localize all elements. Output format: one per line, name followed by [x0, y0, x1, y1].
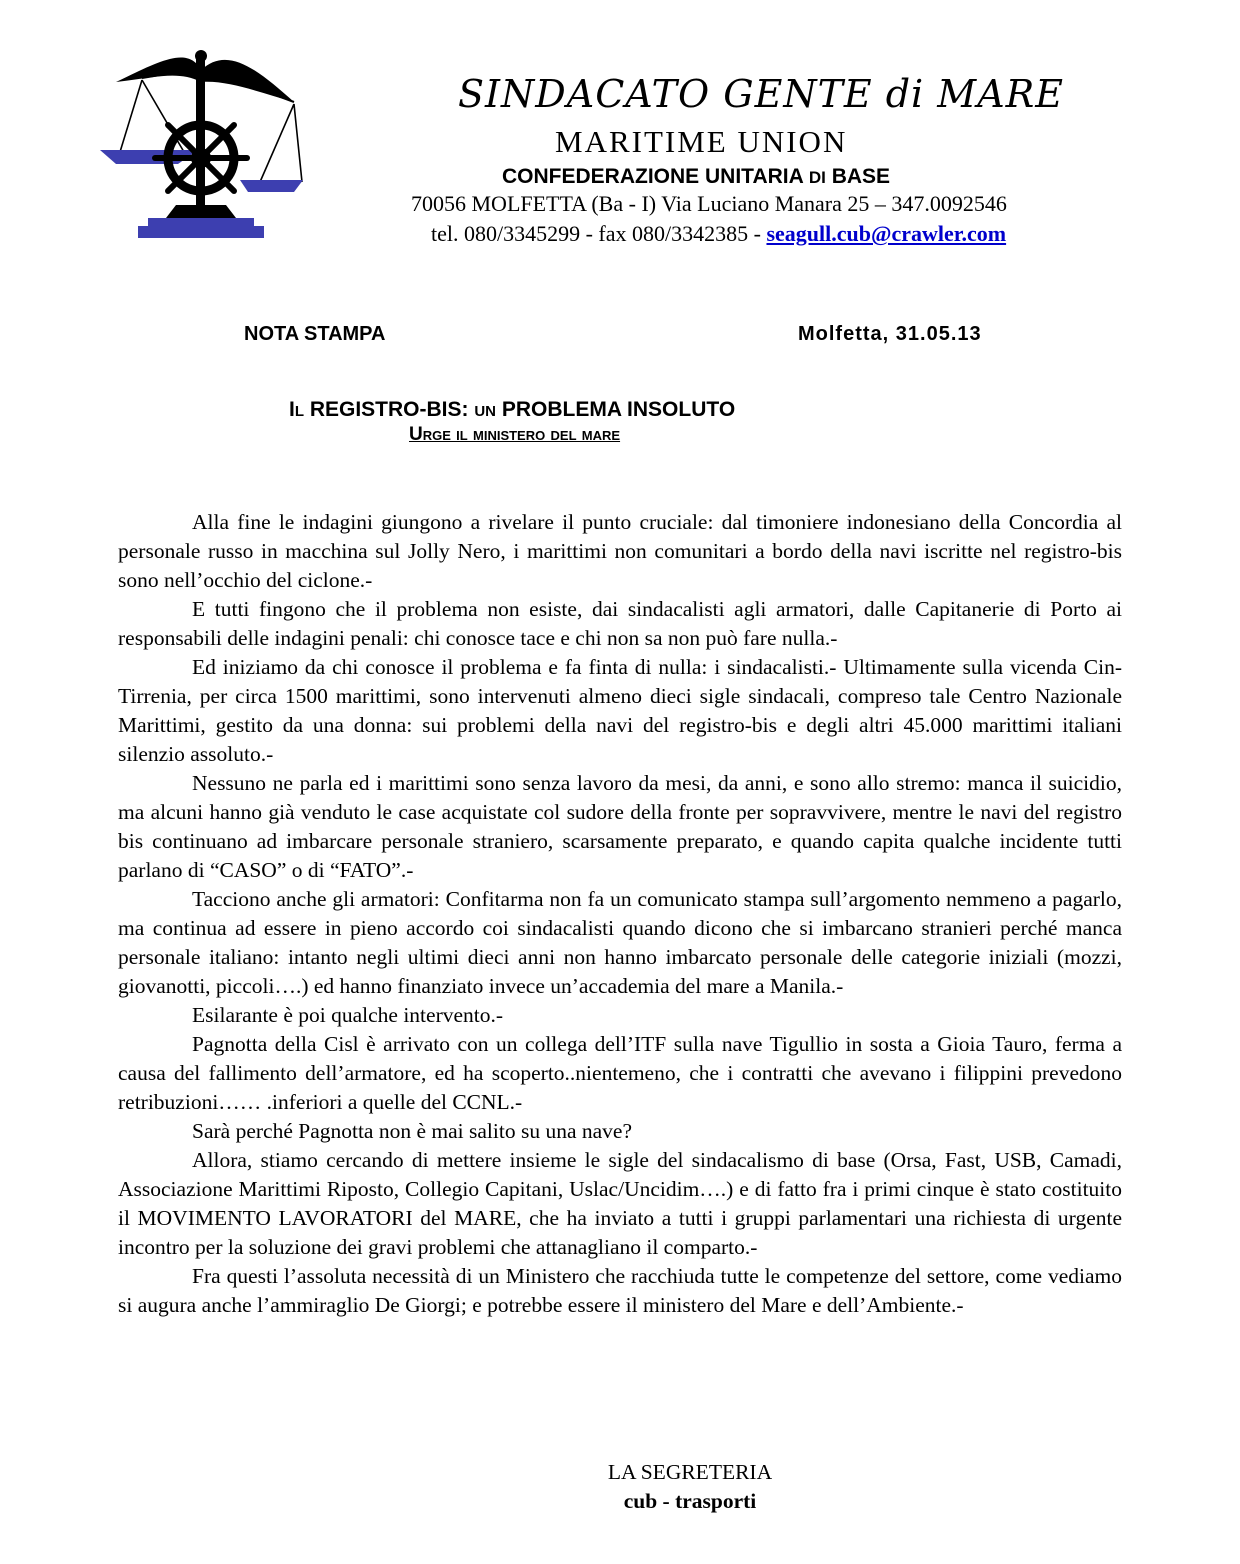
signature-block	[560, 1458, 820, 1516]
signature-title: LA SEGRETERIA	[607, 1460, 773, 1484]
paragraph: E tutti fingono che il problema non esiste, dai sindacalisti agli armatori, dalle Capitanerie di Porto ai responsabili delle indagini penali: chi conosce tace e chi non sa non può fare nulla.-	[118, 597, 1122, 650]
contact-phones: tel. 080/3345299 - fax 080/3342385 -	[431, 221, 767, 246]
org-contacts	[431, 221, 1006, 247]
paragraph: Fra questi l’assoluta necessità di un Ministero che racchiuda tutte le competenze del settore, come vediamo si augura anche l’ammiraglio De Giorgi; e potrebbe essere il ministero del Mare e dell’Ambiente.-	[118, 1264, 1122, 1317]
confederation-main: CONFEDERAZIONE UNITARIA	[502, 165, 803, 188]
signature-org: cub - trasporti	[623, 1489, 757, 1513]
paragraph: Tacciono anche gli armatori: Confitarma non fa un comunicato stampa sull’argomento nemmeno a pagarlo, ma continua ad essere in pieno accordo coi sindacalisti quando dicono che si imbarcano stranieri perché manca personale italiano: intanto negli ultimi dieci anni non hanno imbarcato personale delle categorie iniziali (mozzi, giovanotti, piccoli….) ed hanno finanziato invece un’accademia del mare a Manila.-	[118, 887, 1122, 998]
subheadline: Urge il ministero del mare	[409, 424, 621, 445]
paragraph: Pagnotta della Cisl è arrivato con un collega dell’ITF sulla nave Tigullio in sosta a Gioia Tauro, ferma a causa del fallimento dell’armatore, ed ha scoperto..nientemeno, che i contratti che avevano i filippini prevedono retribuzioni…… .inferiori a quelle del CCNL.-	[118, 1032, 1122, 1114]
email-link[interactable]: seagull.cub@crawler.com	[766, 221, 1007, 246]
confederation-small: DI	[808, 168, 826, 187]
headline: Il REGISTRO-BIS: un PROBLEMA INSOLUTO	[289, 398, 736, 421]
paragraph: Ed iniziamo da chi conosce il problema e fa finta di nulla: i sindacalisti.- Ultimamente sulla vicenda Cin-Tirrenia, per circa 1500 marittimi, sono intervenuti almeno dieci sigle sindacali, compreso tale Centro Nazionale Marittimi, gestito da una donna: sui problemi della navi del registro-bis e degli altri 45.000 marittimi italiani silenzio assoluto.-	[118, 655, 1122, 766]
confederation-end: BASE	[831, 165, 891, 188]
document-type: NOTA STAMPA	[244, 323, 386, 345]
paragraph: Esilarante è poi qualche intervento.-	[192, 1003, 504, 1027]
document-date: Molfetta, 31.05.13	[798, 323, 982, 345]
confederation-line	[502, 165, 890, 189]
paragraph: Nessuno ne parla ed i marittimi sono senza lavoro da mesi, da anni, e sono allo stremo: manca il suicidio, ma alcuni hanno già venduto le case acquistate col sudore della fronte per sopravvivere, mentre le navi del registro bis continuano ad imbarcare personale straniero, scarsamente preparato, e quando capita qualche incidente tutti parlano di “CASO” o di “FATO”.-	[118, 771, 1122, 882]
union-logo	[98, 40, 303, 245]
paragraph: Alla fine le indagini giungono a rivelare il punto cruciale: dal timoniere indonesiano della Concordia al personale russo in macchina sul Jolly Nero, i marittimi non comunitari a bordo della navi iscritte nel registro-bis sono nell’occhio del ciclone.-	[118, 510, 1122, 592]
org-address: 70056 MOLFETTA (Ba - I) Via Luciano Manara 25 – 347.0092546	[411, 191, 1007, 216]
body-text	[118, 508, 1122, 1320]
org-name: SINDACATO GENTE di MARE	[458, 72, 1064, 116]
paragraph: Allora, stiamo cercando di mettere insieme le sigle del sindacalismo di base (Orsa, Fast, USB, Camadi, Associazione Marittimi Riposto, Collegio Capitani, Uslac/Uncidim….) e di fatto fra i primi cinque è stato costituito il MOVIMENTO LAVORATORI del MARE, che ha inviato a tutti i gruppi parlamentari una richiesta di urgente incontro per la soluzione dei gravi problemi che attanagliano il comparto.-	[118, 1148, 1122, 1259]
org-subtitle: MARITIME UNION	[555, 124, 848, 159]
paragraph: Sarà perché Pagnotta non è mai salito su una nave?	[192, 1119, 633, 1143]
